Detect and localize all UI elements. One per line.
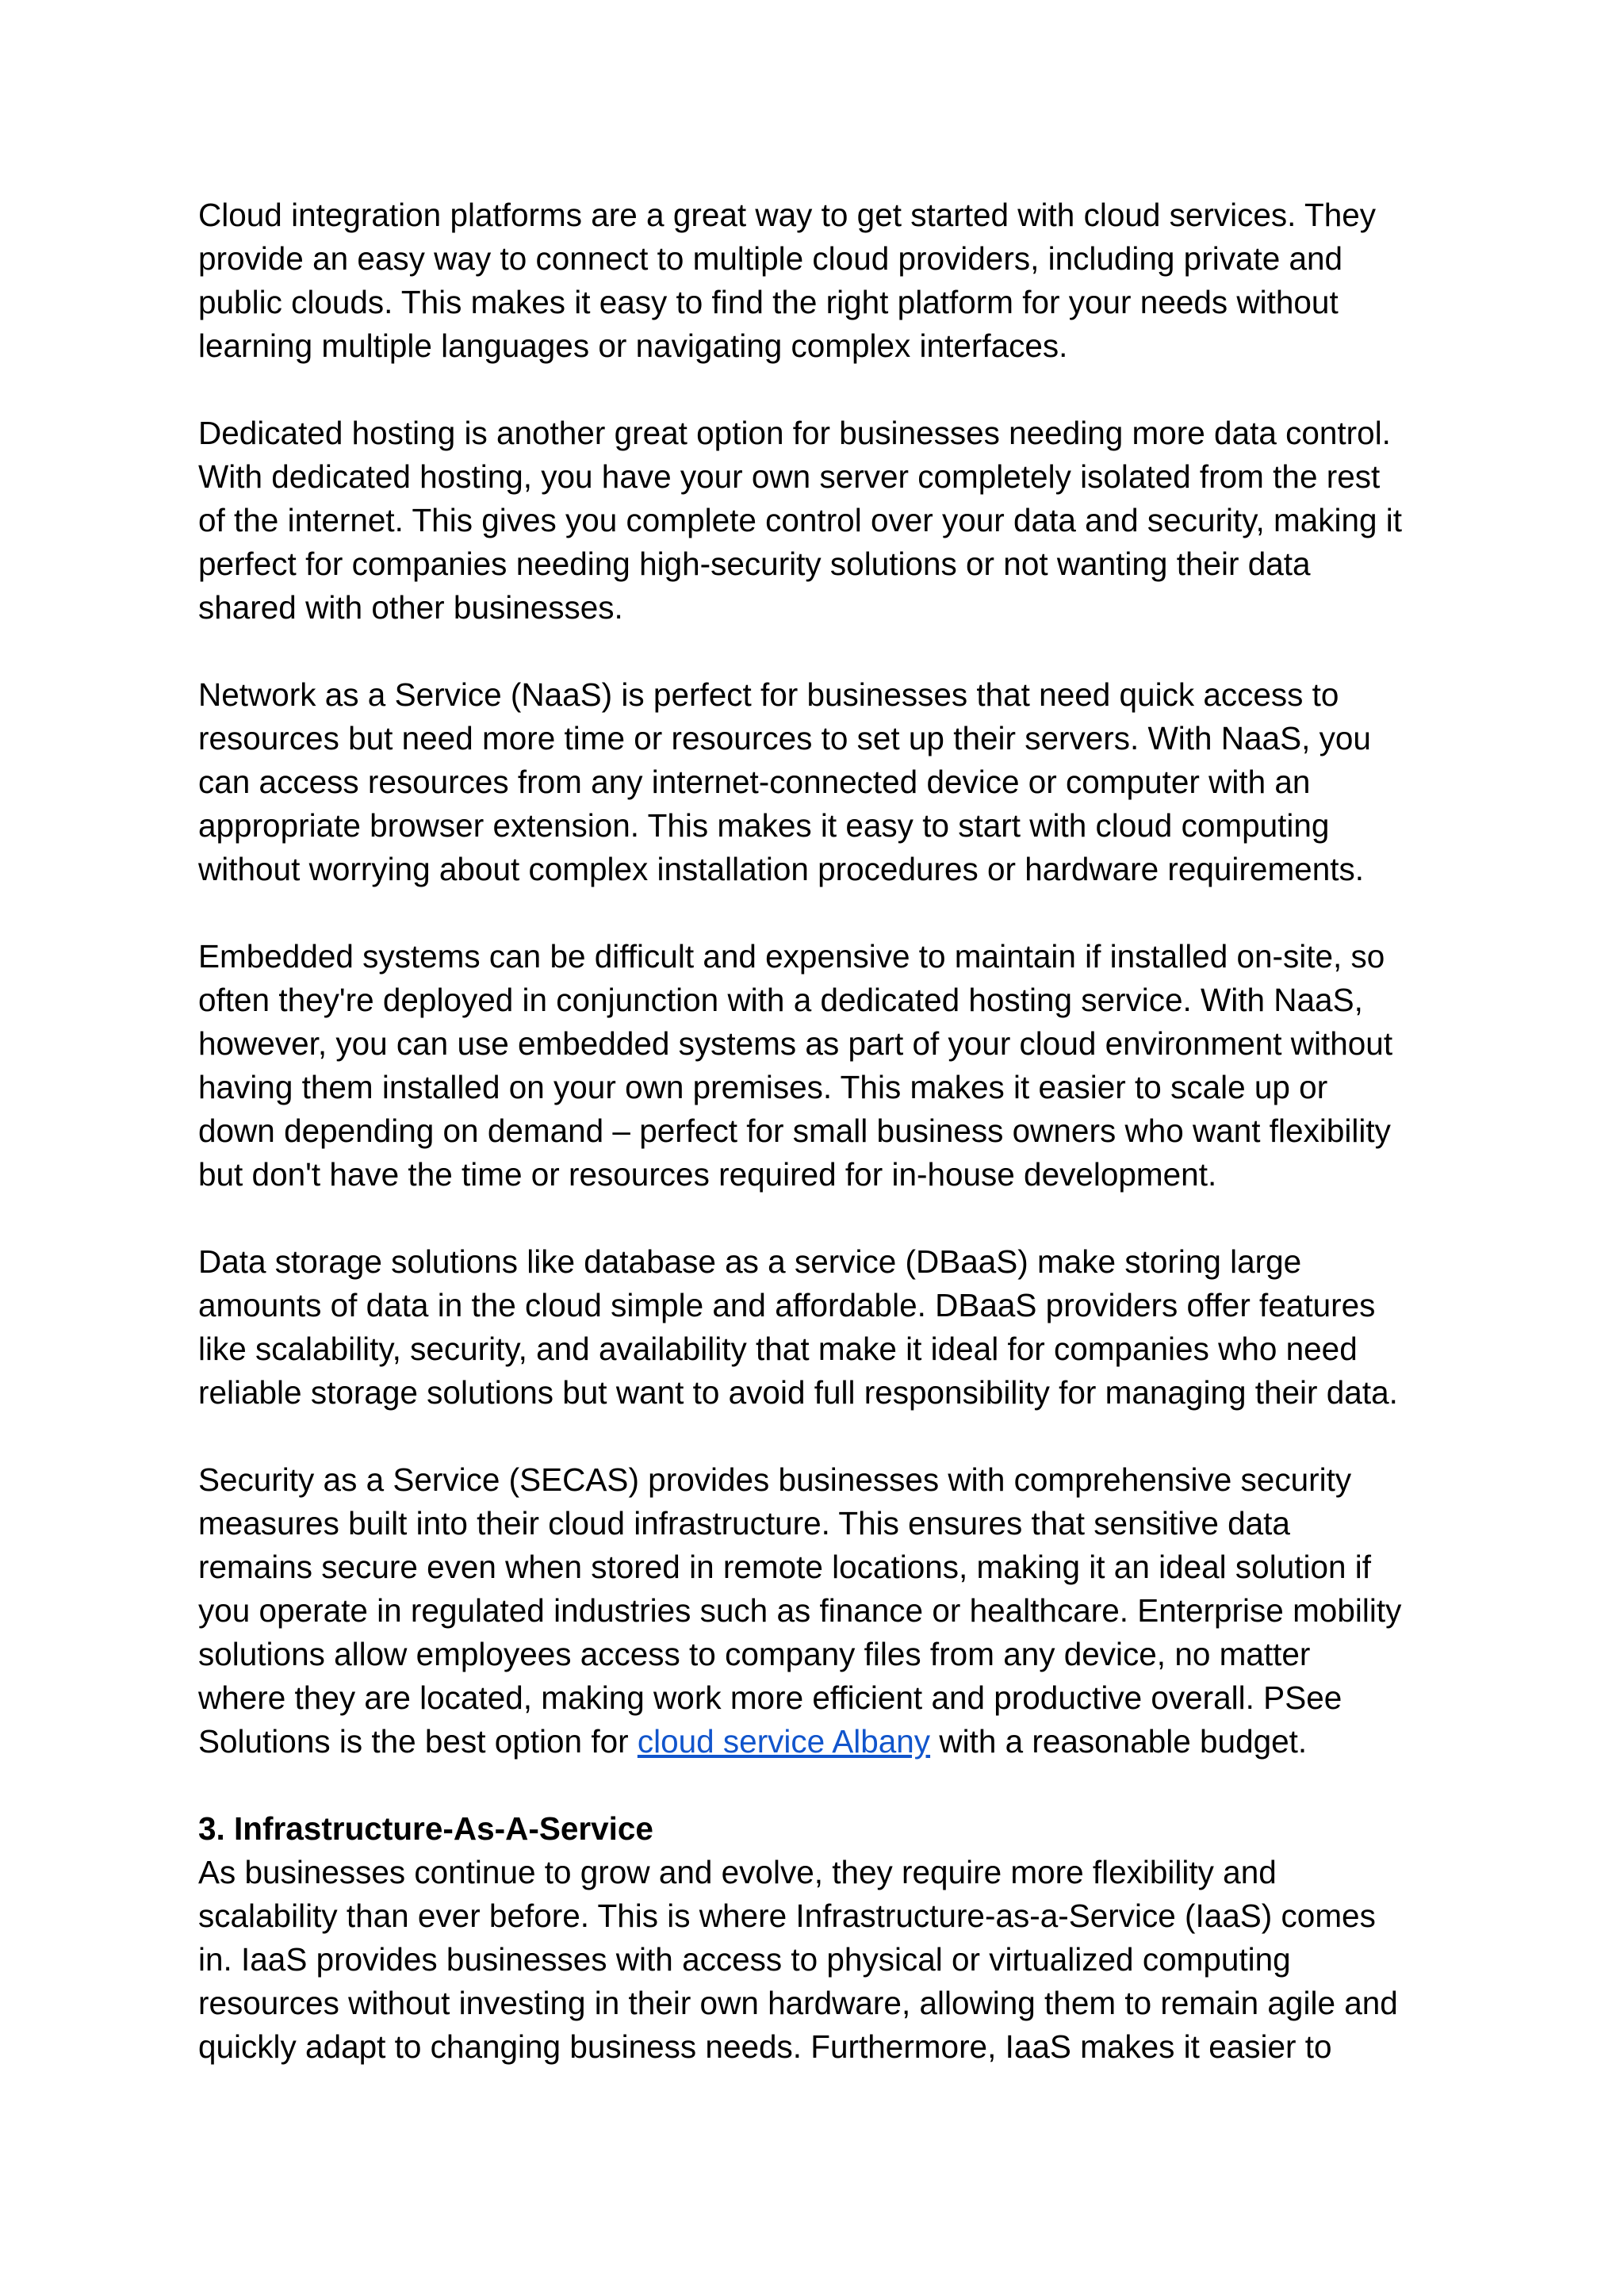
- text-line: having them installed on your own premises. This makes it easier to scale up or: [198, 1069, 1328, 1105]
- text-line: in. IaaS provides businesses with access to physical or virtualized computing: [198, 1941, 1291, 1978]
- text-line: can access resources from any internet-connected device or computer with an: [198, 764, 1311, 800]
- paragraph-data-storage: [198, 1240, 1451, 1415]
- text-line: Data storage solutions like database as a service (DBaaS) make storing large: [198, 1243, 1302, 1280]
- text-line: like scalability, security, and availability that make it ideal for companies who need: [198, 1331, 1358, 1367]
- text-line: remains secure even when stored in remote locations, making it an ideal solution if: [198, 1549, 1372, 1585]
- paragraph-security-service: [198, 1458, 1451, 1764]
- text-line: often they're deployed in conjunction with a dedicated hosting service. With NaaS,: [198, 982, 1363, 1018]
- paragraph-iaas: [198, 1851, 1451, 2069]
- text-before-link: Solutions is the best option for: [198, 1723, 638, 1760]
- cloud-service-albany-link[interactable]: cloud service Albany: [637, 1723, 931, 1760]
- text-line: reliable storage solutions but want to avoid full responsibility for managing their data.: [198, 1374, 1398, 1411]
- text-line: measures built into their cloud infrastructure. This ensures that sensitive data: [198, 1505, 1290, 1541]
- paragraph-embedded-systems: [198, 935, 1451, 1197]
- section-heading-iaas: 3. Infrastructure-As-A-Service: [198, 1810, 653, 1847]
- text-line: perfect for companies needing high-security solutions or not wanting their data: [198, 546, 1311, 582]
- text-line: learning multiple languages or navigating complex interfaces.: [198, 327, 1068, 364]
- text-line: With dedicated hosting, you have your own server completely isolated from the rest: [198, 458, 1381, 495]
- text-line: Network as a Service (NaaS) is perfect for businesses that need quick access to: [198, 676, 1339, 713]
- text-line: but don't have the time or resources required for in-house development.: [198, 1156, 1217, 1193]
- paragraph-dedicated-hosting: [198, 412, 1451, 630]
- text-line: appropriate browser extension. This makes it easy to start with cloud computing: [198, 807, 1330, 844]
- text-line: resources without investing in their own hardware, allowing them to remain agile and: [198, 1985, 1398, 2021]
- paragraph-cloud-integration: [198, 193, 1451, 368]
- text-line: resources but need more time or resources to set up their servers. With NaaS, you: [198, 720, 1371, 756]
- text-line: Security as a Service (SECAS) provides businesses with comprehensive security: [198, 1461, 1352, 1498]
- text-line: Embedded systems can be difficult and expensive to maintain if installed on-site, so: [198, 938, 1385, 975]
- paragraph-naas: [198, 673, 1451, 891]
- text-line: you operate in regulated industries such as finance or healthcare. Enterprise mobility: [198, 1592, 1402, 1629]
- text-line: of the internet. This gives you complete control over your data and security, making it: [198, 502, 1403, 538]
- text-line: however, you can use embedded systems as part of your cloud environment without: [198, 1025, 1393, 1062]
- text-after-link: with a reasonable budget.: [930, 1723, 1308, 1760]
- text-line: scalability than ever before. This is where Infrastructure-as-a-Service (IaaS) comes: [198, 1898, 1376, 1934]
- text-line-with-link: [198, 1720, 1451, 1764]
- text-line: As businesses continue to grow and evolve, they require more flexibility and: [198, 1854, 1277, 1890]
- text-line: solutions allow employees access to company files from any device, no matter: [198, 1636, 1311, 1672]
- text-line: down depending on demand – perfect for small business owners who want flexibility: [198, 1113, 1391, 1149]
- document-page: [198, 193, 1451, 2112]
- text-line: provide an easy way to connect to multiple cloud providers, including private and: [198, 240, 1343, 277]
- text-line: without worrying about complex installation procedures or hardware requirements.: [198, 851, 1364, 887]
- text-line: shared with other businesses.: [198, 589, 623, 626]
- text-line: Cloud integration platforms are a great way to get started with cloud services. They: [198, 197, 1376, 233]
- text-line: quickly adapt to changing business needs. Furthermore, IaaS makes it easier to: [198, 2028, 1332, 2065]
- text-line: amounts of data in the cloud simple and affordable. DBaaS providers offer features: [198, 1287, 1376, 1323]
- text-line: public clouds. This makes it easy to find the right platform for your needs without: [198, 284, 1339, 320]
- text-line: Dedicated hosting is another great option for businesses needing more data control.: [198, 415, 1391, 451]
- text-line: where they are located, making work more efficient and productive overall. PSee: [198, 1679, 1342, 1716]
